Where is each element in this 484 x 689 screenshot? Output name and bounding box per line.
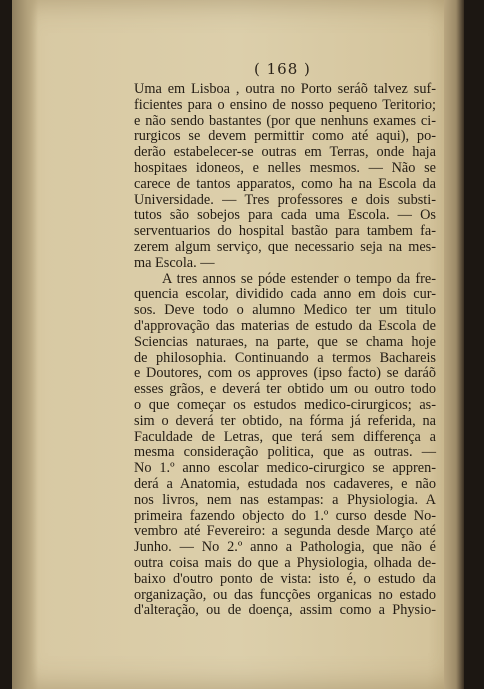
text-line: sim o deverá ter obtido, na fórma já referida, na [134, 412, 436, 429]
text-line: Universidade. — Tres professores e dois substi- [134, 191, 436, 208]
body-text [134, 82, 436, 619]
text-line: Faculdade de Letras, que terá sem differença a [134, 428, 436, 445]
text-line: primeira fazendo objecto do 1.º curso desde No- [134, 507, 436, 524]
text-line: Sciencias naturaes, na parte, que se chama hoje [134, 333, 436, 350]
text-line: ma Escola. — [134, 254, 215, 271]
text-line: e Doutores, com os approves (ipso facto) se daráõ [134, 365, 436, 382]
text-line: vembro até Fevereiro: a segunda desde Março até [134, 523, 436, 540]
text-line: serventuarios do hospital bastão para tambem fa- [134, 223, 436, 240]
text-line: sos. Deve todo o alumno Medico ter um titulo [134, 302, 436, 319]
text-line: derá a Anatomia, estudada nos cadaveres, e não [134, 475, 436, 492]
text-line: Uma em Lisboa , outra no Porto seráõ talvez suf- [134, 81, 436, 97]
text-line: d'alteração, ou de doença, assim como a Physio- [134, 602, 436, 619]
text-line: mesma consideração politica, que as outras. — [134, 444, 436, 461]
text-line: de philosophia. Continuando a termos Bachareis [134, 349, 436, 366]
book-binding-shadow [12, 0, 38, 689]
text-line: nos livros, nem nas estampas: a Physiologia. A [134, 491, 436, 508]
page-number: ( 168 ) [254, 60, 311, 78]
text-line: d'approvação das materias de estudo da Escola de [134, 317, 436, 334]
text-line: tutos são sobejos para cada uma Escola. — Os [134, 207, 436, 224]
text-line: baixo d'outro ponto de vista: isto é, o estudo da [134, 570, 436, 587]
page-edge [444, 0, 464, 689]
book-page [12, 0, 464, 689]
text-line: o que começar os estudos medico-cirurgicos; as- [134, 396, 436, 413]
text-line: A tres annos se póde estender o tempo da fre- [162, 270, 436, 287]
text-line: e não sendo bastantes (por que nenhuns exames ci- [134, 112, 436, 129]
text-line: ficientes para o ensino de nosso pequeno Teritorio; [134, 96, 436, 113]
text-line: organização, ou das funcções organicas no estado [134, 586, 436, 603]
text-line: hospitaes idoneos, e nelles mesmos. — Não se [134, 159, 436, 176]
text-line: esses grãos, e deverá ter obtido um ou outro todo [134, 381, 436, 398]
text-line: rurgicos se devem permittir como até aqui), po- [134, 128, 436, 145]
text-line: outra coisa mais do que a Physiologia, olhada de- [134, 554, 436, 571]
text-line: quencia escolar, dividido cada anno em dois cur- [134, 286, 436, 303]
text-line: No 1.º anno escolar medico-cirurgico se appren- [134, 460, 436, 477]
text-line: carece de tantos apparatos, como ha na Escola da [134, 175, 436, 192]
text-line: Junho. — No 2.º anno a Pathologia, que não é [134, 539, 436, 556]
text-line: derão estabelecer-se outras em Terras, onde haja [134, 144, 436, 161]
text-line: zerem algum serviço, que necessario seja na mes- [134, 238, 436, 255]
